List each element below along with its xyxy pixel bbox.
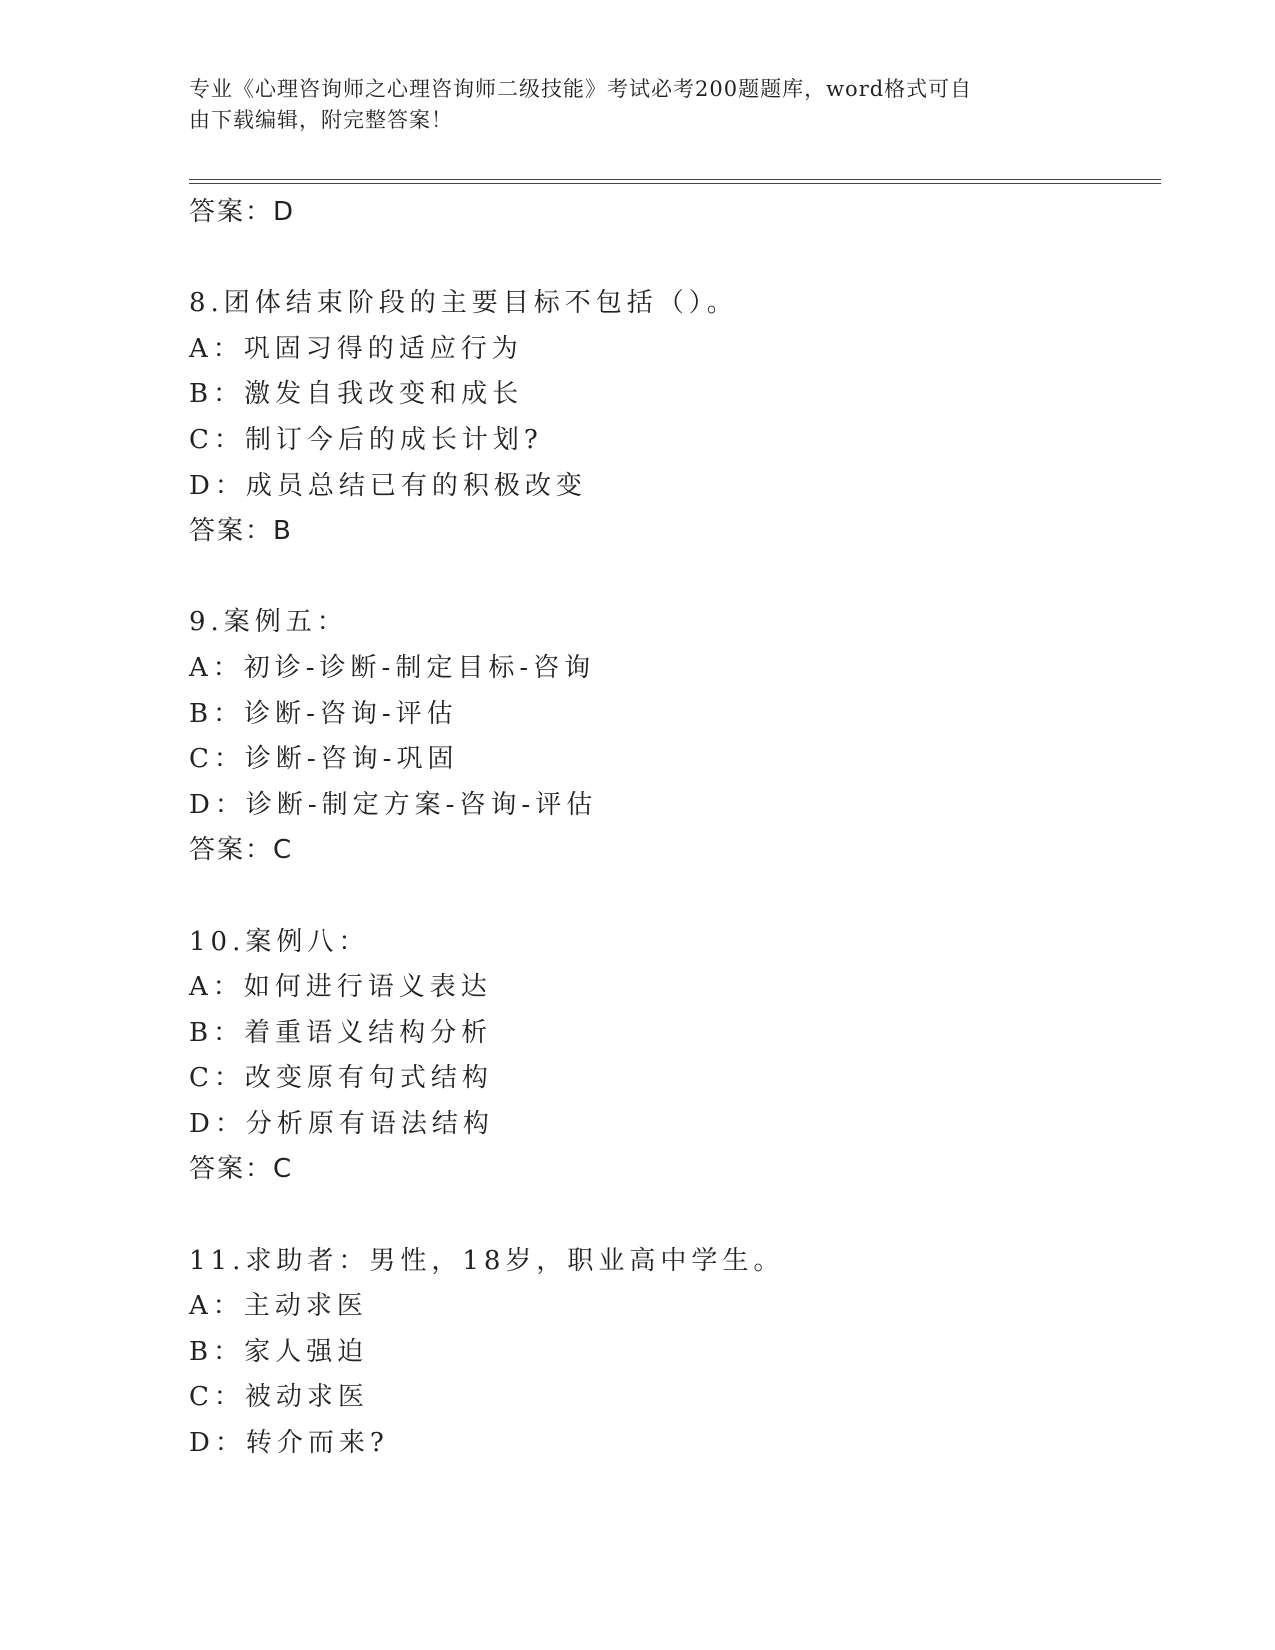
question-block: [189, 1239, 1149, 1467]
option-a: A：初诊-诊断-制定目标-咨询: [189, 652, 596, 683]
option-a: A：主动求医: [189, 1291, 368, 1322]
header-divider-top: [189, 179, 1161, 180]
option-b: B：激发自我改变和成长: [189, 379, 524, 410]
option-b: B：家人强迫: [189, 1336, 369, 1367]
document-header: [189, 74, 1089, 136]
option-d: D：诊断-制定方案-咨询-评估: [189, 789, 598, 820]
question-list: [189, 190, 1149, 1467]
question-block: [189, 920, 1149, 1194]
option-b: B：着重语义结构分析: [189, 1017, 493, 1048]
option-c: C：制订今后的成长计划?: [189, 424, 543, 455]
question-stem: 11.求助者：男性，18岁，职业高中学生。: [189, 1245, 785, 1276]
option-a: A：如何进行语义表达: [189, 972, 492, 1003]
question-stem: 8.团体结束阶段的主要目标不包括（）。: [189, 288, 738, 319]
answer-line: 答案：C: [189, 1154, 294, 1185]
option-c: C：诊断-咨询-巩固: [189, 744, 459, 775]
answer-line: 答案：B: [189, 516, 293, 547]
answer-line: 答案：D: [189, 197, 296, 227]
option-d: D：成员总结已有的积极改变: [189, 470, 587, 501]
header-line-1: 专业《心理咨询师之心理咨询师二级技能》考试必考200题题库，word格式可自: [189, 77, 973, 101]
question-stem: 9.案例五：: [189, 607, 348, 638]
question-stem: 10.案例八：: [189, 926, 370, 957]
option-c: C：改变原有句式结构: [189, 1063, 493, 1094]
header-divider-bottom: [189, 183, 1161, 184]
option-d: D：转介而来?: [189, 1428, 389, 1459]
question-block: [189, 600, 1149, 874]
option-d: D：分析原有语法结构: [189, 1108, 494, 1139]
option-c: C：被动求医: [189, 1382, 369, 1413]
header-line-2: 由下载编辑，附完整答案！: [189, 108, 453, 132]
option-a: A：巩固习得的适应行为: [189, 333, 523, 364]
question-block: [189, 281, 1149, 555]
answer-line: 答案：C: [189, 835, 294, 866]
option-b: B：诊断-咨询-评估: [189, 698, 458, 729]
